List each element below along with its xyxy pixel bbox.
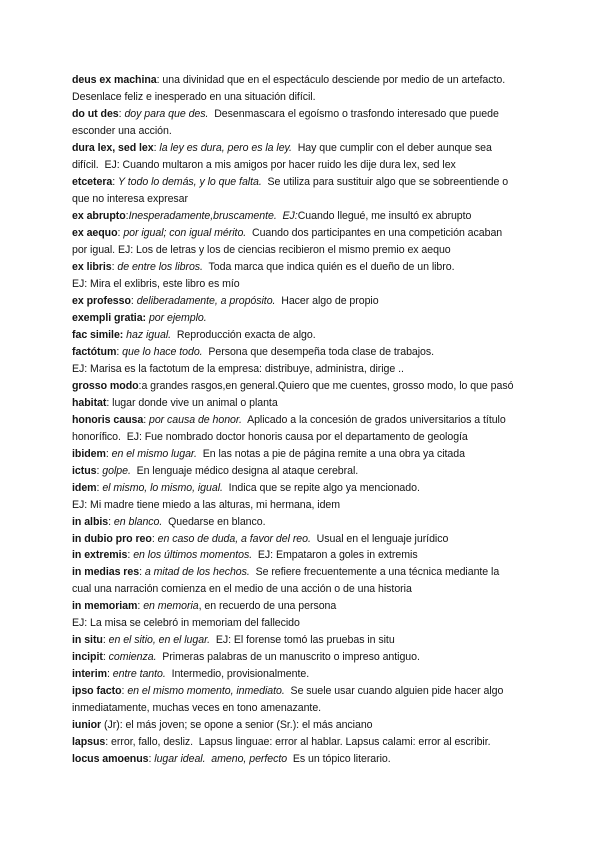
glossary-line bbox=[72, 193, 542, 206]
translation: entre tanto. bbox=[112, 668, 166, 681]
definition-text: Desenlace feliz e inesperado en una situación difícil. bbox=[72, 91, 316, 103]
translation: a mitad de los hechos. bbox=[144, 566, 250, 579]
term: in extremis bbox=[72, 549, 128, 562]
definition-text: Usual en el lenguaje jurídico bbox=[310, 532, 449, 545]
translation: golpe. bbox=[102, 464, 131, 477]
definition-text: : bbox=[127, 549, 134, 562]
definition-text: EJ: Mi madre tiene miedo a las alturas, mi hermana, idem bbox=[72, 498, 341, 511]
term: do ut des bbox=[72, 108, 119, 120]
translation: la ley es dura, pero es la ley. bbox=[159, 141, 292, 154]
glossary-line bbox=[72, 210, 542, 223]
glossary-line bbox=[72, 125, 542, 138]
glossary-line bbox=[72, 397, 542, 410]
definition-text: , en recuerdo de una persona bbox=[198, 600, 337, 613]
glossary-line bbox=[72, 516, 542, 529]
definition-text: honorífico. EJ: Fue nombrado doctor honoris causa por el departamento de geología bbox=[72, 430, 468, 443]
glossary-line bbox=[72, 244, 542, 257]
term: lapsus bbox=[72, 736, 106, 749]
definition-text: En lenguaje médico designa al ataque cerebral. bbox=[130, 464, 359, 477]
definition-text: Es un tópico literario. bbox=[287, 753, 391, 766]
term: in medias res bbox=[72, 566, 140, 579]
glossary-line bbox=[72, 465, 542, 478]
definition-text: : bbox=[102, 651, 109, 664]
glossary-line bbox=[72, 74, 542, 87]
term: in dubio pro reo bbox=[72, 532, 152, 545]
translation: Y todo lo demás, y lo que falta. bbox=[118, 175, 262, 188]
definition-text: Se suele usar cuando alguien pide hacer algo bbox=[284, 685, 504, 698]
translation: en los últimos momentos. bbox=[133, 549, 253, 562]
definition-text: : error, fallo, desliz. Lapsus linguae: error al hablar. Lapsus calami: error al escribir. bbox=[105, 736, 491, 749]
translation: deliberadamente, a propósito. bbox=[136, 294, 276, 307]
glossary-line bbox=[72, 499, 542, 512]
term: ibidem bbox=[72, 447, 106, 460]
definition-text: : bbox=[139, 566, 145, 579]
definition-text: Persona que desempeña toda clase de trabajos. bbox=[202, 345, 435, 358]
glossary-line bbox=[72, 533, 542, 546]
definition-text: Reproducción exacta de algo. bbox=[171, 328, 316, 341]
translation: en el mismo lugar. bbox=[111, 447, 197, 460]
term: honoris causa bbox=[72, 413, 144, 426]
translation: por igual; con igual mérito. bbox=[123, 226, 247, 239]
definition-text: EJ: La misa se celebró in memoriam del fallecido bbox=[72, 617, 300, 630]
definition-text: que no interesa expresar bbox=[72, 192, 188, 205]
term: etcetera bbox=[72, 175, 113, 188]
term: incipit bbox=[72, 651, 103, 664]
definition-text: : bbox=[111, 260, 118, 273]
term: interim bbox=[72, 668, 107, 681]
definition-text: Aplicado a la concesión de grados universitarios a título bbox=[241, 413, 506, 426]
glossary-line bbox=[72, 431, 542, 444]
translation: lugar ideal. ameno, perfecto bbox=[154, 753, 288, 766]
glossary-line bbox=[72, 312, 542, 325]
translation: en blanco. bbox=[113, 515, 163, 528]
glossary-line bbox=[72, 668, 542, 681]
translation: en memoria bbox=[143, 600, 199, 613]
definition-text: : bbox=[121, 685, 128, 698]
definition-text: Indica que se repite algo ya mencionado. bbox=[222, 481, 420, 494]
definition-text: Hay que cumplir con el deber aunque sea bbox=[291, 141, 492, 154]
definition-text: : bbox=[137, 600, 144, 613]
translation: el mismo, lo mismo, igual. bbox=[102, 481, 223, 494]
term: in memoriam bbox=[72, 600, 138, 613]
translation: por causa de honor. bbox=[148, 413, 242, 426]
definition-text: Desenmascara el egoísmo o trasfondo interesado que puede bbox=[208, 108, 499, 120]
definition-text: EJ: Empataron a goles in extremis bbox=[252, 549, 418, 562]
translation: que lo hace todo. bbox=[122, 345, 203, 358]
glossary-line bbox=[72, 142, 542, 155]
translation: de entre los libros. bbox=[117, 260, 203, 273]
definition-text: Toda marca que indica quién es el dueño de un libro. bbox=[202, 260, 455, 273]
definition-text: inmediatamente, muchas veces en tono amenazante. bbox=[72, 702, 322, 715]
definition-text: por igual. EJ: Los de letras y los de ciencias recibieron el mismo premio ex aequo bbox=[72, 243, 451, 256]
glossary-line bbox=[72, 482, 542, 495]
definition-text: : bbox=[117, 226, 124, 239]
glossary-line bbox=[72, 685, 542, 698]
definition-text: Se refiere frecuentemente a una técnica mediante la bbox=[249, 566, 500, 579]
definition-text: Cuando dos participantes en una competición acaban bbox=[246, 226, 503, 239]
definition-text: : bbox=[116, 345, 123, 358]
definition-text: :a grandes rasgos,en general.Quiero que me cuentes, grosso modo, lo que pasó bbox=[138, 379, 514, 392]
translation: por ejemplo. bbox=[148, 311, 207, 324]
definition-text: : bbox=[112, 175, 119, 188]
definition-text: : bbox=[108, 515, 114, 528]
definition-text: : lugar donde vive un animal o planta bbox=[106, 396, 278, 409]
definition-text: Quedarse en blanco. bbox=[162, 515, 266, 528]
term: locus amoenus bbox=[72, 753, 149, 766]
definition-text: Hacer algo de propio bbox=[275, 294, 379, 307]
glossary-line bbox=[72, 176, 542, 189]
definition-text: : bbox=[96, 464, 103, 477]
glossary-line bbox=[72, 634, 542, 647]
glossary-line bbox=[72, 278, 542, 291]
glossary-line bbox=[72, 702, 542, 715]
translation: comienza. bbox=[108, 651, 157, 664]
definition-text: : bbox=[130, 294, 137, 307]
definition-text: Primeras palabras de un manuscrito o impreso antiguo. bbox=[156, 651, 420, 664]
glossary-line bbox=[72, 448, 542, 461]
term: fac simile: bbox=[72, 328, 124, 341]
term: idem bbox=[72, 481, 97, 494]
glossary-line bbox=[72, 549, 542, 562]
definition-text: Se utiliza para sustituir algo que se sobreentiende o bbox=[261, 175, 509, 188]
definition-text: Intermedio, provisionalmente. bbox=[165, 668, 310, 681]
glossary-line bbox=[72, 363, 542, 376]
glossary-line bbox=[72, 346, 542, 359]
definition-text: EJ: Marisa es la factotum de la empresa: distribuye, administra, dirige .. bbox=[72, 362, 404, 375]
term: deus ex machina bbox=[72, 74, 157, 86]
term: ictus bbox=[72, 464, 97, 477]
translation: haz igual. bbox=[126, 328, 172, 341]
glossary-line bbox=[72, 329, 542, 342]
glossary-line bbox=[72, 159, 542, 172]
translation: en el mismo momento, inmediato. bbox=[127, 685, 285, 698]
glossary-line bbox=[72, 566, 542, 579]
glossary-line bbox=[72, 719, 542, 732]
term: in albis bbox=[72, 515, 109, 528]
glossary-line bbox=[72, 736, 542, 749]
term: habitat bbox=[72, 396, 107, 409]
definition-text: En las notas a pie de página remite a una obra ya citada bbox=[196, 447, 465, 460]
definition-text: difícil. EJ: Cuando multaron a mis amigos por hacer ruido les dije dura lex, sed lex bbox=[72, 158, 456, 171]
term: ex libris bbox=[72, 260, 112, 273]
glossary-line bbox=[72, 227, 542, 240]
glossary-line bbox=[72, 295, 542, 308]
translation: doy para que des. bbox=[124, 108, 209, 120]
term: ipso facto bbox=[72, 685, 122, 698]
translation: Inesperadamente,bruscamente. EJ: bbox=[128, 209, 298, 222]
definition-text: : bbox=[151, 532, 158, 545]
definition-text: esconder una acción. bbox=[72, 124, 172, 137]
definition-text: : bbox=[143, 413, 149, 426]
term: grosso modo bbox=[72, 379, 139, 392]
term: ex professo bbox=[72, 294, 131, 307]
glossary-line bbox=[72, 108, 542, 121]
definition-text: EJ: Mira el exlibris, este libro es mío bbox=[72, 277, 240, 290]
term: ex aequo bbox=[72, 226, 118, 239]
glossary-line bbox=[72, 583, 542, 596]
definition-text: cual una narración comienza en el medio de una acción o de una historia bbox=[72, 583, 412, 596]
definition-text: EJ: El forense tomó las pruebas in situ bbox=[210, 634, 395, 647]
translation: en el sitio, en el lugar. bbox=[108, 634, 211, 647]
glossary-line bbox=[72, 261, 542, 274]
definition-text: : bbox=[96, 481, 103, 494]
term: factótum bbox=[72, 345, 117, 358]
glossary-line bbox=[72, 617, 542, 630]
definition-text: : bbox=[102, 634, 109, 647]
definition-text: : bbox=[153, 141, 160, 154]
glossary-line bbox=[72, 651, 542, 664]
definition-text: : bbox=[148, 753, 155, 766]
term: in situ bbox=[72, 634, 103, 647]
glossary-line bbox=[72, 380, 542, 393]
term: ex abrupto bbox=[72, 209, 126, 222]
definition-text: Cuando llegué, me insultó ex abrupto bbox=[297, 209, 472, 222]
term: dura lex, sed lex bbox=[72, 141, 154, 154]
definition-text: : bbox=[118, 108, 125, 120]
term: exempli gratia: bbox=[72, 311, 147, 324]
glossary-line bbox=[72, 600, 542, 613]
definition-text: : bbox=[105, 447, 112, 460]
definition-text: : una divinidad que en el espectáculo desciende por medio de un artefacto. bbox=[156, 74, 506, 86]
glossary-line bbox=[72, 753, 542, 766]
definition-text: : bbox=[106, 668, 113, 681]
translation: en caso de duda, a favor del reo. bbox=[157, 532, 311, 545]
glossary-line bbox=[72, 91, 542, 104]
term: iunior bbox=[72, 719, 102, 732]
definition-text: : bbox=[125, 209, 129, 222]
glossary-line bbox=[72, 414, 542, 427]
definition-text: (Jr): el más joven; se opone a senior (Sr.): el más anciano bbox=[101, 719, 373, 732]
